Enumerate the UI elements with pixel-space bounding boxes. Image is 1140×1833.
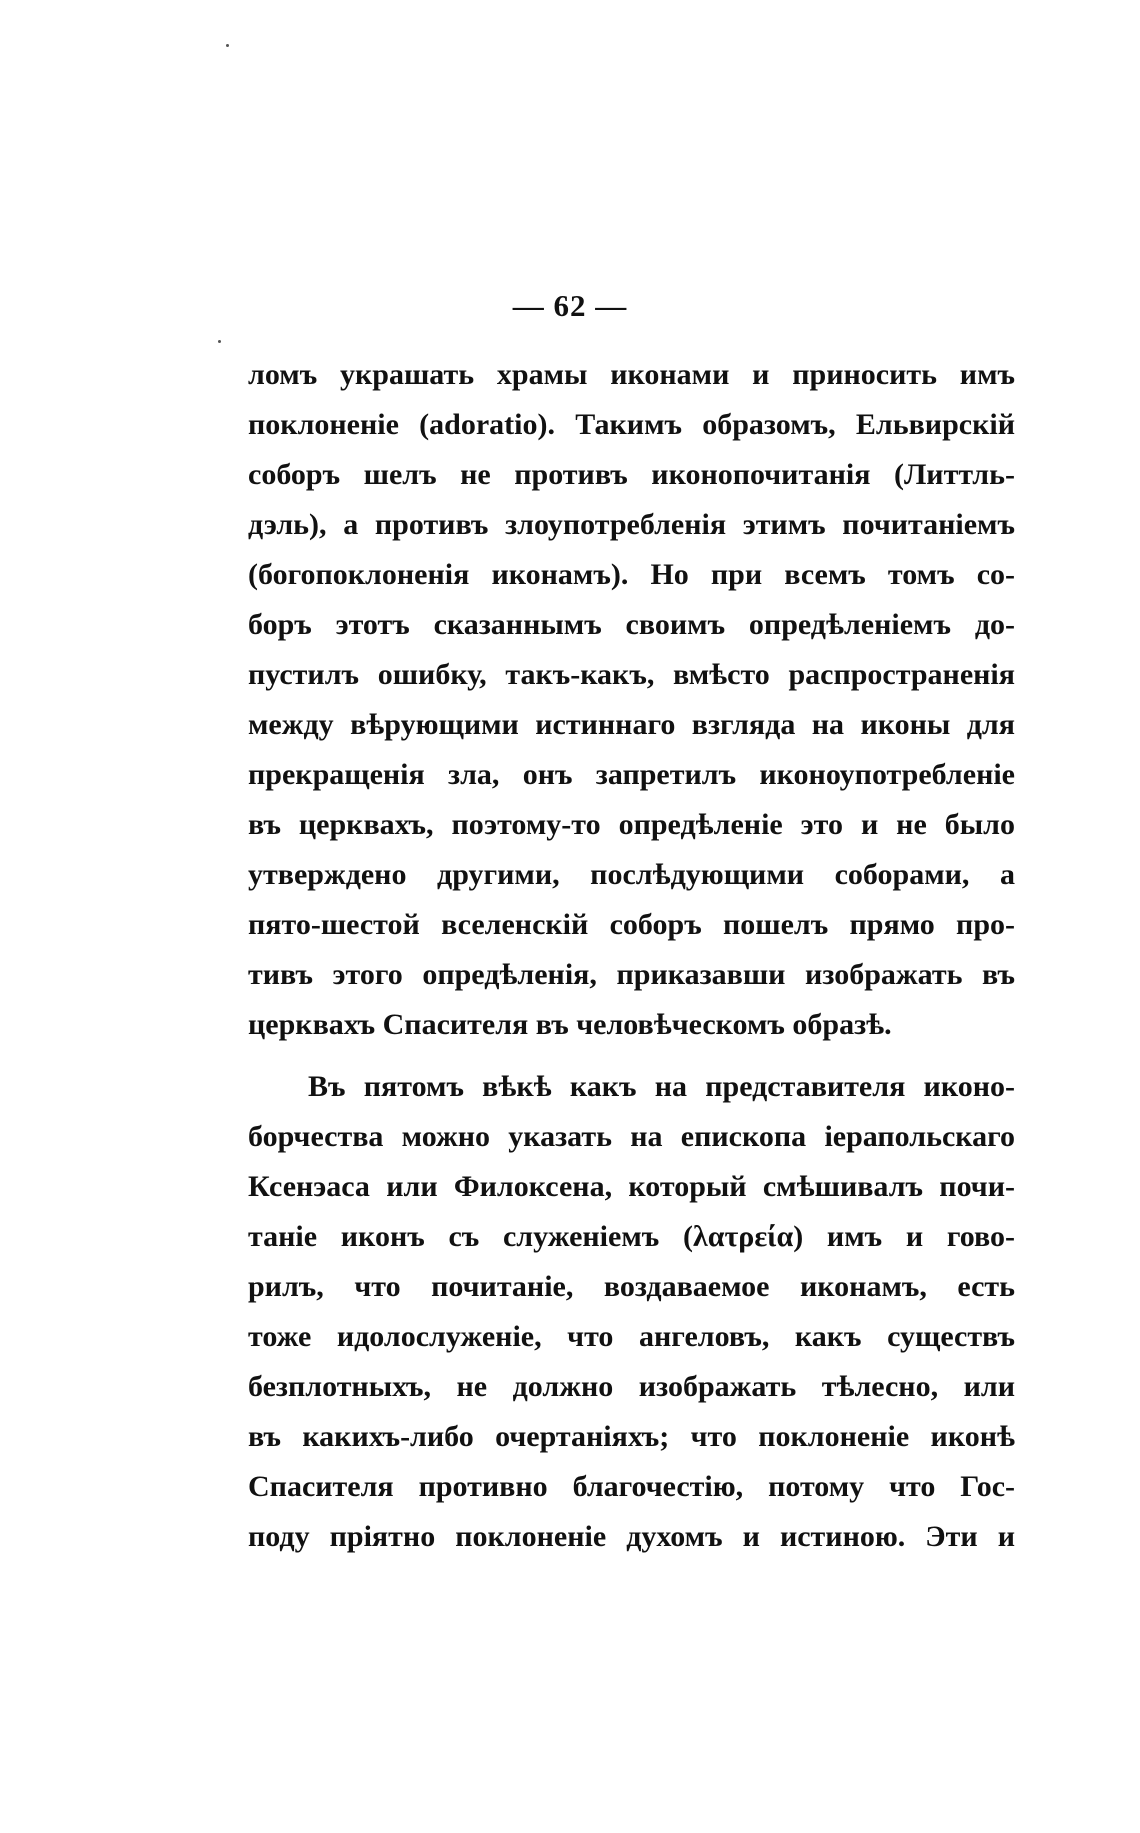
text-line: тоже идолослуженіе, что ангеловъ, какъ существъ xyxy=(248,1320,1015,1353)
text-line: прекращенія зла, онъ запретилъ иконоупотребленіе xyxy=(248,758,1015,791)
text-line: Спасителя противно благочестію, потому что Гос- xyxy=(248,1470,1015,1503)
text-line: пято-шестой вселенскій соборъ пошелъ прямо про- xyxy=(248,908,1015,941)
print-speck xyxy=(218,340,221,343)
text-line: (богопоклоненія иконамъ). Но при всемъ томъ со- xyxy=(248,558,1015,591)
text-line: Въ пятомъ вѣкѣ какъ на представителя иконо- xyxy=(308,1070,1015,1103)
text-line: рилъ, что почитаніе, воздаваемое иконамъ, есть xyxy=(248,1270,1015,1303)
text-line: утверждено другими, послѣдующими соборами, а xyxy=(248,858,1015,891)
text-line: безплотныхъ, не должно изображать тѣлесно, или xyxy=(248,1370,1015,1403)
paragraph-2 xyxy=(248,1062,1015,1562)
print-speck xyxy=(226,44,229,47)
text-line: пустилъ ошибку, такъ-какъ, вмѣсто распространенія xyxy=(248,658,1015,691)
text-line: въ церквахъ, поэтому-то опредѣленіе это и не было xyxy=(248,808,1015,841)
page-number: — 62 — xyxy=(512,288,628,323)
text-line: таніе иконъ съ служеніемъ (λατρεία) имъ и гово- xyxy=(248,1220,1015,1253)
text-line: ломъ украшать храмы иконами и приносить имъ xyxy=(248,358,1015,391)
text-line: борчества можно указать на епископа іерапольскаго xyxy=(248,1120,1015,1153)
body-text xyxy=(248,350,1015,1562)
text-line: между вѣрующими истиннаго взгляда на иконы для xyxy=(248,708,1015,741)
paragraph-gap xyxy=(248,1050,1015,1062)
text-line: церквахъ Спасителя въ человѣческомъ образѣ. xyxy=(248,1008,892,1041)
text-line: Ксенэаса или Филоксена, который смѣшивалъ почи- xyxy=(248,1170,1015,1203)
text-line: поклоненіе (adoratio). Такимъ образомъ, Ельвирскій xyxy=(248,408,1015,441)
text-line: боръ этотъ сказаннымъ своимъ опредѣленіемъ до- xyxy=(248,608,1015,641)
text-line: поду пріятно поклоненіе духомъ и истиною. Эти и xyxy=(248,1520,1015,1553)
text-line: въ какихъ-либо очертаніяхъ; что поклоненіе иконѣ xyxy=(248,1420,1015,1453)
text-line: тивъ этого опредѣленія, приказавши изображать въ xyxy=(248,958,1015,991)
text-line: дэль), а противъ злоупотребленія этимъ почитаніемъ xyxy=(248,508,1015,541)
text-line: соборъ шелъ не противъ иконопочитанія (Литтль- xyxy=(248,458,1015,491)
paragraph-1 xyxy=(248,350,1015,1050)
